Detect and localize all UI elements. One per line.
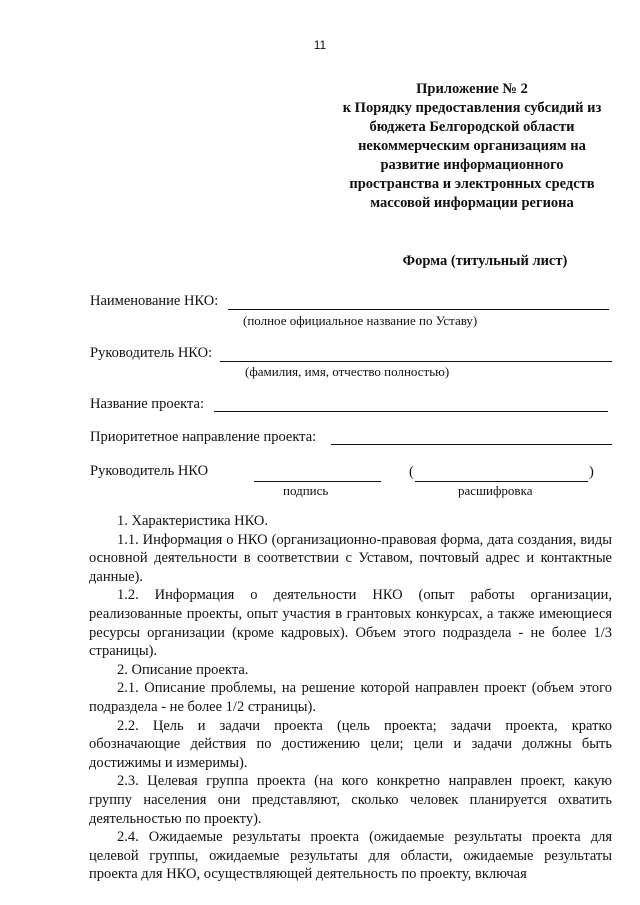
paragraph: 1.2. Информация о деятельности НКО (опыт работы организации, реализованные проекты, опыт участия в грантовых конкурсах, а также имеющиеся ресурсы организации (кроме кадровых). Объем этого подраздела - не более 1/3 страницы). [89,587,612,660]
signature-line[interactable] [254,481,381,482]
head-line[interactable] [220,361,612,362]
form-instructions [89,512,612,884]
form-title: Форма (титульный лист) [402,253,568,269]
appendix-line: Приложение № 2 [416,81,528,97]
signature-hint: подпись [283,483,329,498]
paragraph: 2.1. Описание проблемы, на решение которой направлен проект (объем этого подраздела - не более 1/2 страницы). [89,680,612,715]
appendix-line: развитие информационного [380,157,564,173]
appendix-line: пространства и электронных средств [349,176,595,192]
head-label: Руководитель НКО: [90,345,213,361]
decode-line[interactable] [415,481,588,482]
appendix-header [322,80,622,213]
appendix-line: некоммерческим организациям на [358,138,586,154]
appendix-line: бюджета Белгородской области [369,119,575,135]
nko-name-label: Наименование НКО: [90,293,219,309]
project-name-label: Название проекта: [90,396,205,412]
paragraph: 2.4. Ожидаемые результаты проекта (ожидаемые результаты проекта для целевой группы, ожидаемые результаты для области, ожидаемые результаты проекта для НКО, осуществляющей деятельность по проекту, включая [89,829,612,883]
paragraph: 1. Характеристика НКО. [117,513,269,529]
decode-hint: расшифровка [458,483,533,498]
paragraph: 1.1. Информация о НКО (организационно-правовая форма, дата создания, виды основной деятельности в соответствии с Уставом, почтовый адрес и контактные данные). [89,531,612,585]
appendix-line: массовой информации региона [370,195,574,211]
page-number: 11 [313,38,327,52]
open-paren: ( [409,464,414,480]
appendix-line: к Порядку предоставления субсидий из [342,100,602,116]
head-hint: (фамилия, имя, отчество полностью) [245,364,450,379]
nko-name-line[interactable] [228,309,609,310]
paragraph: 2.3. Целевая группа проекта (на кого конкретно направлен проект, какую группу населения они представляют, сколько человек планируется охватить деятельностью по проекту). [89,773,612,827]
priority-label: Приоритетное направление проекта: [90,429,317,445]
project-name-line[interactable] [214,411,608,412]
priority-line[interactable] [331,444,612,445]
nko-name-hint: (полное официальное название по Уставу) [243,313,478,328]
paragraph: 2. Описание проекта. [117,661,249,678]
signature-label: Руководитель НКО [90,463,209,479]
paragraph: 2.2. Цель и задачи проекта (цель проекта; задачи проекта, кратко обозначающие действия по достижению цели; цели и задачи должны быть достижимы и измеримы). [89,717,612,771]
close-paren: ) [589,464,594,480]
